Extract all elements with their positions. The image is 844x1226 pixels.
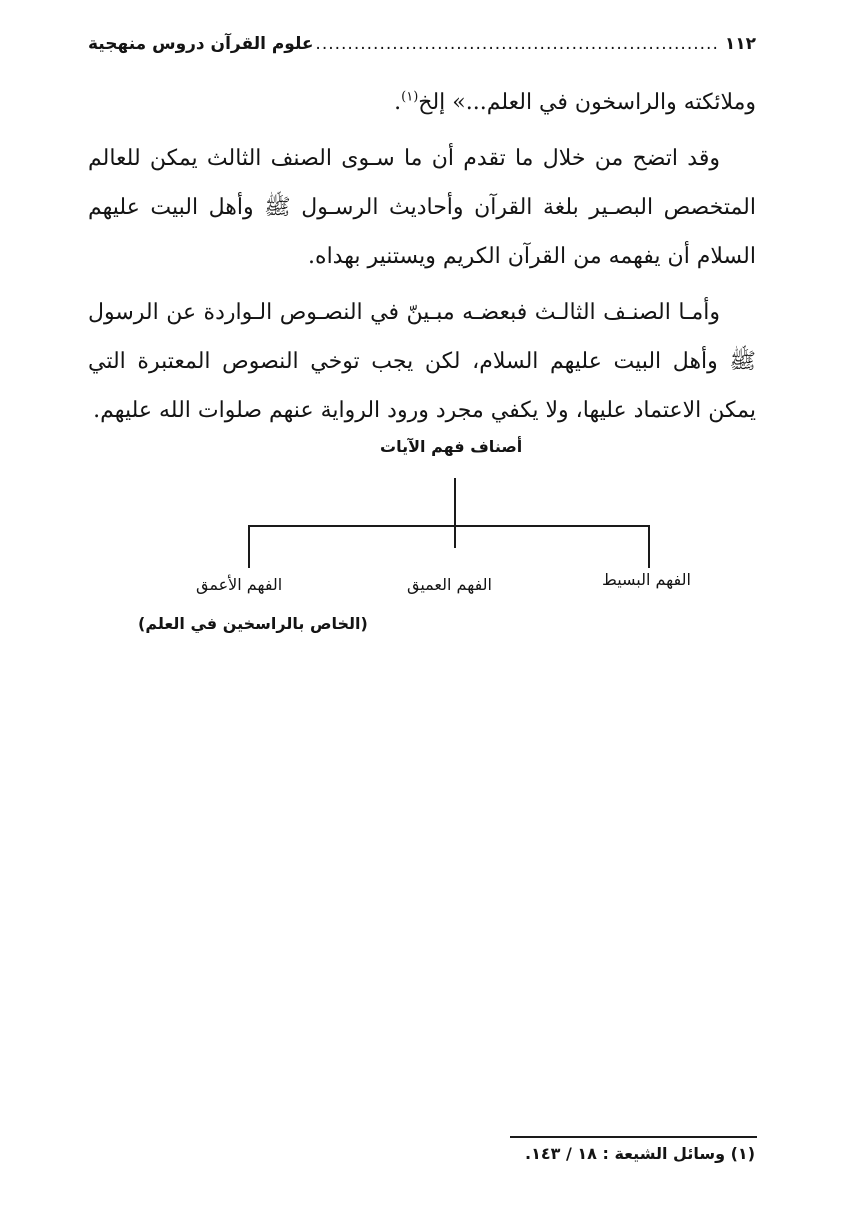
paragraph-2: وقد اتضح من خلال ما تقدم أن ما سـوى الصنف الثالث يمكن للعالم المتخصص البصـير بلغة القرآن وأحاديث الرسـول ﷺ وأهل البيت عليهم السلام أن يفهمه من القرآن الكريم ويستنير بهداه. [88,146,756,269]
tree-root-label: أصناف فهم الآيات [380,437,523,456]
main-text [88,78,756,442]
paragraph-3: وأمـا الصنـف الثالـث فبعضـه مبـينّ في النصـوص الـواردة عن الرسول ﷺ وأهل البيت عليهم السلام، لكن يجب توخي النصوص المعتبرة التي يمكن الاعتماد عليها، ولا يكفي مجرد ورود الرواية عنهم صلوات الله عليهم. [88,300,756,423]
paragraph-1-text: وملائكته والراسخون في العلم...» إلخ [418,90,756,115]
paragraph-1-end: . [394,90,402,115]
page-number: ١١٢ [724,34,756,54]
branch-note-deepest: (الخاص بالراسخين في العلم) [138,614,368,633]
footnote: (١) وسائل الشيعة : ١٨ / ١٤٣. [525,1144,755,1163]
book-title: علوم القرآن دروس منهجية [88,34,314,54]
paragraph-1 [88,78,756,127]
branch-label-deep: الفهم العميق [407,575,492,594]
branch-label-deepest: الفهم الأعمق [196,575,283,594]
footnote-ref: (١) [401,89,419,105]
branch-label-simple: الفهم البسيط [602,570,691,589]
footnote-divider [510,1136,757,1138]
running-header [88,34,756,62]
leader-dots [314,34,719,54]
